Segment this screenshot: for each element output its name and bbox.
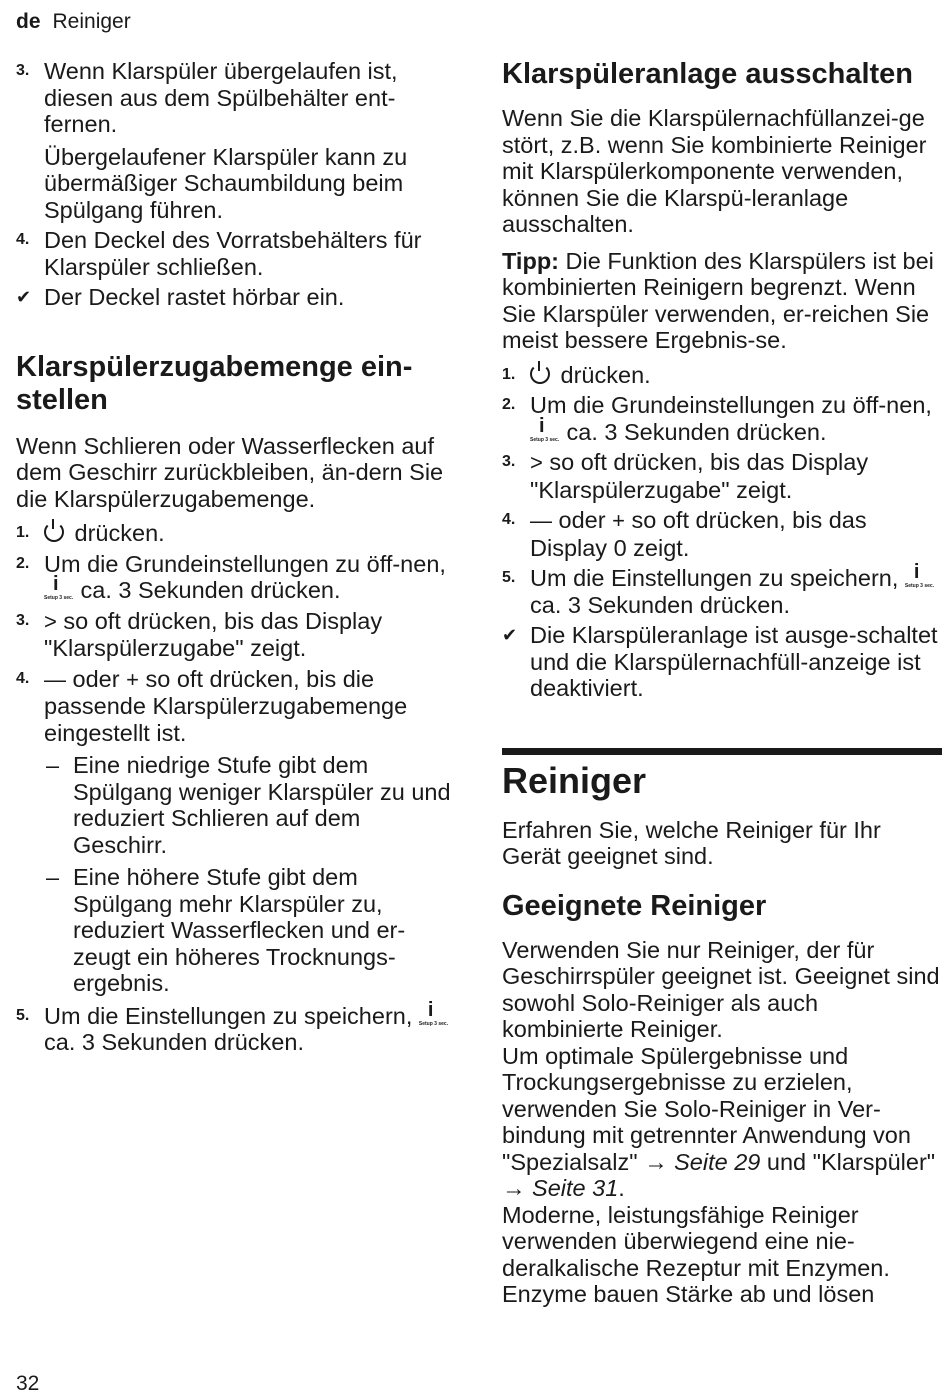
paragraph: Moderne, leistungsfähige Reiniger verwenden überwiegend eine nie-deralkalische Rezeptur mit Enzymen. Enzyme bauen Stärke ab und lösen [502, 1201, 890, 1307]
right-column [502, 58, 942, 1308]
minus-icon: — [530, 508, 552, 533]
paragraph-text: und "Klarspüler" [766, 1148, 936, 1175]
paragraph-text: . [618, 1175, 625, 1201]
page-reference[interactable]: Seite 31 [532, 1175, 619, 1201]
info-setup-icon: i Setup 3 sec. [530, 414, 560, 443]
plus-icon: + [612, 508, 625, 533]
info-setup-icon: i Setup 3 sec. [418, 998, 449, 1027]
step-text: so oft drücken, bis das Display "Klarspülerzugabe" zeigt. [44, 607, 383, 661]
left-column [16, 58, 456, 1056]
section-intro: Wenn Sie die Klarspülernachfüllanzei-ge stört, z.B. wenn Sie kombinierte Reiniger mit Klarspülerkomponente verwenden, können Sie die Klarspü-leranlage ausschalten. [502, 105, 927, 237]
check-icon: ✔ [502, 625, 518, 645]
step-text-end: ca. 3 Sekunden drücken. [566, 418, 827, 445]
step-text: Um die Einstellungen zu speichern, [530, 565, 899, 591]
tip-label: Tipp: [502, 247, 559, 274]
power-icon [44, 522, 64, 542]
page-number: 32 [16, 1372, 40, 1395]
info-setup-icon: i Setup 3 sec. [44, 573, 74, 601]
step-4 [502, 507, 942, 561]
language-tag: de [16, 10, 41, 33]
paragraph-text: Um optimale Spülergebnisse und Trockungsergebnisse zu erzielen, verwenden Sie Solo-Reiniger in Ver-bindung mit getrennter Anwendung von "Spezialsalz" [502, 1042, 911, 1175]
step-1 [502, 362, 942, 389]
step-text: so oft drücken, bis das Display "Klarspülerzugabe" zeigt. [530, 449, 869, 503]
chevron-right-icon: > [44, 608, 57, 634]
step-1 [16, 520, 456, 547]
section-heading: Klarspülerzugabemenge ein-stellen [16, 350, 413, 416]
step-4 [16, 227, 456, 280]
step-number: 3. [16, 611, 30, 629]
arrow-icon: → [644, 1148, 668, 1175]
paragraph-with-refs [502, 1043, 942, 1202]
header-section: Reiniger [52, 10, 131, 33]
dash-text: Eine niedrige Stufe gibt dem Spülgang weniger Klarspüler zu und reduziert Schlieren auf dem Geschirr. [73, 752, 451, 858]
step-3 [502, 449, 942, 503]
tip-paragraph [502, 248, 942, 354]
step-text-end: so oft drücken, bis die passende Klarspülerzugabemenge eingestellt ist. [44, 665, 408, 746]
step-text-end: ca. 3 Sekunden drücken. [530, 591, 790, 618]
step-text-end: ca. 3 Sekunden drücken. [44, 1029, 304, 1055]
section-intro: Wenn Schlieren oder Wasserflecken auf dem Geschirr zurückbleiben, än-dern Sie die Klarspülerzugabemenge. [16, 432, 444, 512]
step-number: 4. [16, 669, 30, 687]
minus-icon: — [44, 666, 66, 692]
arrow-icon: → [502, 1175, 526, 1201]
result-text: Der Deckel rastet hörbar ein. [44, 284, 345, 310]
page-reference[interactable]: Seite 29 [674, 1148, 761, 1175]
paragraph: Verwenden Sie nur Reiniger, der für Geschirrspüler geeignet ist. Geeignet sind sowohl Solo-Reiniger als auch kombinierte Reiniger. [502, 936, 940, 1042]
step-2 [502, 392, 942, 445]
step-text: drücken. [560, 361, 651, 388]
step-3-note: Übergelaufener Klarspüler kann zu übermäßiger Schaumbildung beim Spülgang führen. [44, 143, 408, 223]
step-number: 2. [502, 396, 516, 413]
dash-item [16, 864, 456, 997]
step-text-end: ca. 3 Sekunden drücken. [80, 577, 341, 603]
step-3b [16, 608, 456, 662]
section-heading: Geeignete Reiniger [502, 889, 767, 922]
info-setup-icon: i Setup 3 sec. [904, 561, 935, 589]
step-4b [16, 666, 456, 747]
dash-mark: – [46, 752, 60, 778]
step-number: 3. [16, 62, 30, 79]
plus-icon: + [126, 666, 139, 692]
step-number: 1. [16, 524, 30, 541]
step-5 [16, 998, 456, 1056]
step-number: 2. [16, 554, 30, 572]
result-line [16, 284, 456, 311]
step-5 [502, 561, 942, 618]
step-number: 3. [502, 453, 516, 470]
step-text: oder [558, 507, 606, 533]
step-2 [16, 551, 456, 604]
step-text: Um die Einstellungen zu speichern, [44, 1002, 413, 1029]
dash-mark: – [46, 864, 60, 890]
chapter-intro: Erfahren Sie, welche Reiniger für Ihr Gerät geeignet sind. [502, 816, 881, 869]
step-text: Wenn Klarspüler übergelaufen ist, diesen aus dem Spülbehälter ent-fernen. [44, 58, 398, 137]
check-icon: ✔ [16, 287, 32, 307]
step-number: 5. [16, 1006, 30, 1024]
chapter-rule [502, 748, 942, 755]
step-number: 4. [16, 231, 30, 248]
dash-item [16, 752, 456, 858]
step-3 [16, 58, 456, 138]
step-text: drücken. [74, 520, 165, 546]
section-heading: Klarspüleranlage ausschalten [502, 58, 913, 90]
step-text: Den Deckel des Vorratsbehälters für Klarspüler schließen. [44, 227, 422, 280]
power-icon [530, 364, 550, 384]
chapter-title: Reiniger [502, 759, 647, 801]
page-header [16, 8, 131, 36]
dash-text: Eine höhere Stufe gibt dem Spülgang mehr Klarspüler zu, reduziert Wasserflecken und er-zeugt ein höheres Trocknungs-ergebnis. [73, 864, 406, 996]
step-text: oder [72, 665, 120, 692]
step-text: Um die Grundeinstellungen zu öff-nen, [44, 550, 446, 577]
step-number: 1. [502, 365, 516, 383]
tip-text: Die Funktion des Klarspülers ist bei kombinierten Reinigern begrenzt. Wenn Sie Klarspüler verwenden, er-reichen Sie meist bessere Ergebnis-se. [502, 247, 934, 353]
chevron-right-icon: > [530, 450, 543, 475]
step-text: Um die Grundeinstellungen zu öff-nen, [530, 392, 932, 418]
step-number: 5. [502, 569, 516, 586]
result-text: Die Klarspüleranlage ist ausge-schaltet und die Klarspülernachfüll-anzeige ist deaktiviert. [530, 622, 938, 701]
step-text-end: so oft drücken, bis das Display 0 zeigt. [530, 507, 867, 561]
step-number: 4. [502, 511, 516, 528]
result-line [502, 622, 942, 702]
